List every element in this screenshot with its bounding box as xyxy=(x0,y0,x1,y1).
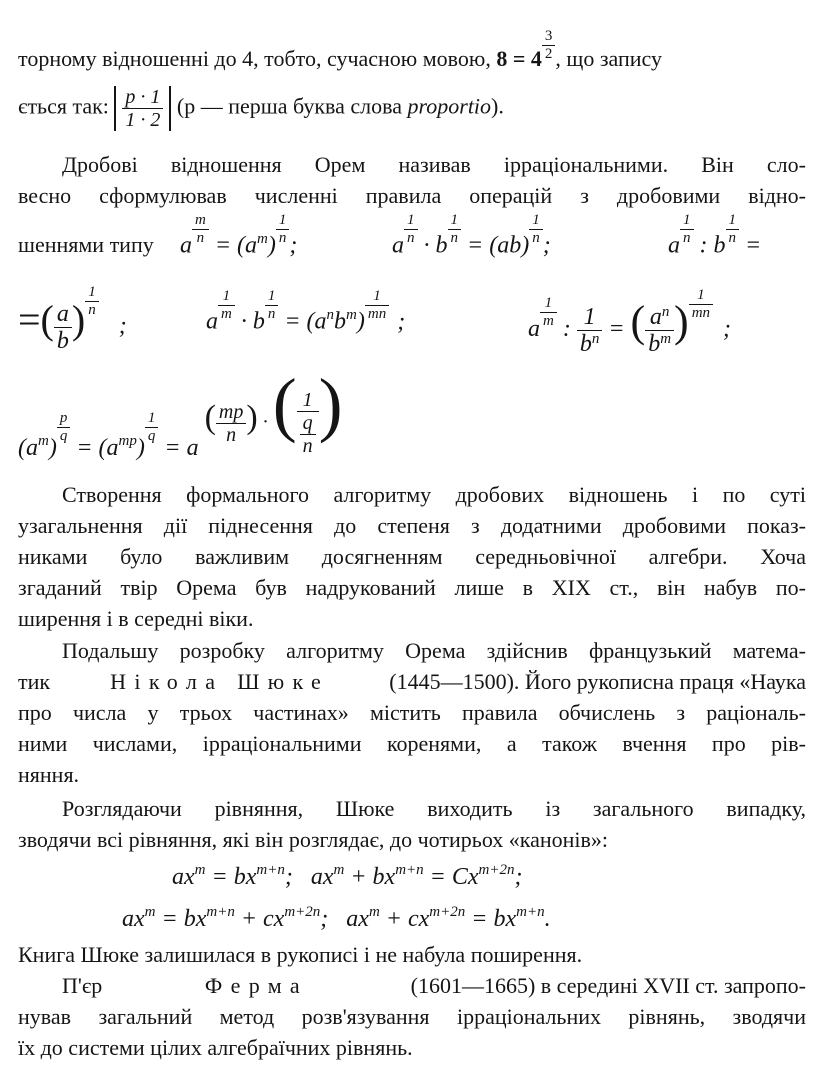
formula-product-rule: a $\frac{1}{n}$ · b $\frac{1}{n}$ = (ab) $\frac{1}{n}$ ; xyxy=(392,212,551,259)
paragraph-line: Подальшу розробку алгоритму Орема здійснив французький матема- xyxy=(62,638,806,663)
formula-mixed-product: a $\frac{1}{m}$ · b $\frac{1}{n}$ = $(a^nb^m)$ $\frac{1}{mn}$ ; xyxy=(206,288,406,335)
text-run: ється так: xyxy=(18,93,109,119)
paragraph-line: шеннями типу xyxy=(18,232,154,257)
paragraph-line: нував загальний метод розв'язування ірраціональних рівнянь, зводячи xyxy=(18,1004,806,1029)
text-line xyxy=(18,86,504,131)
text-run: тик xyxy=(18,669,51,694)
text-run: (p — перша буква слова xyxy=(176,93,403,119)
text-run: (1601—1665) в середині XVII ст. запропо- xyxy=(410,973,806,998)
fraction-exponent: $\frac{3}{2}$ xyxy=(542,28,556,62)
formula-mixed-quotient: a $\frac{1}{m}$ : $\frac{1}{b^n}$ = ( $\frac{a^n}{b^m}$ ) $\frac{1}{mn}$ ; xyxy=(528,287,732,357)
person-name: Ферма xyxy=(204,973,309,998)
text-run: (1445—1500). Його рукописна праця «Наука xyxy=(389,669,806,694)
formula-power-of-power: $(a^m)$ $\frac{p}{q}$ = $(a^{mp})$ $\frac{1}{q}$ = a ( $\frac{mp}{n}$ ) · ( $\frac{1}{\frac{q}{n}}$ ) xyxy=(18,364,343,461)
italic-word: proportio xyxy=(407,93,492,119)
formula-quotient-rule: a $\frac{1}{n}$ : b $\frac{1}{n}$ = xyxy=(668,212,762,259)
canon-equations-row-2: $ax^m = bx^{m+n} + cx^{m+2n}$; $ax^m + cx^{m+2n} = bx^{m+n}$. xyxy=(122,904,551,932)
paragraph-line: Розглядаючи рівняння, Шюке виходить із загального випадку, xyxy=(62,796,806,821)
paragraph-line: Створення формального алгоритму дробових відношень і по суті xyxy=(62,482,806,507)
compound-exponent: ( $\frac{mp}{n}$ ) · ( $\frac{1}{\frac{q}{n}}$ ) xyxy=(204,364,343,458)
formula-power-rule: a $\frac{m}{n}$ = $(a^m)$ $\frac{1}{n}$ ; xyxy=(180,212,298,259)
text-run: , що запису xyxy=(555,46,663,72)
text-run: торному відношенні до 4, тобто, сучасною мовою, xyxy=(18,46,491,72)
equation: 8 = 4 xyxy=(496,46,542,72)
paragraph-line: їх до системи цілих алгебраїчних рівнянь. xyxy=(18,1035,413,1060)
text-line xyxy=(18,28,663,78)
paragraph-line: зводячи всі рівняння, які він розглядає, до чотирьох «канонів»: xyxy=(18,827,609,852)
paragraph-line: ними числами, ірраціональними коренями, а також вчення про рів- xyxy=(18,731,806,756)
canon-equations-row-1: $ax^m = bx^{m+n}$; $ax^m + bx^{m+n} = Cx^{m+2n}$; xyxy=(172,862,523,890)
boxed-fraction: $\frac{p \cdot 1}{1 \cdot 2}$ xyxy=(114,86,171,131)
paragraph-line xyxy=(18,669,806,695)
paragraph-line: никами було важливим досягненням середньовічної алгебри. Хоча xyxy=(18,544,806,569)
paragraph-line: Дробові відношення Орем називав ірраціональними. Він сло- xyxy=(62,152,806,177)
paragraph-line: про числа у трьох частинах» містить правила обчислень з раціональ- xyxy=(18,700,806,725)
text-run: П'єр xyxy=(62,973,103,998)
paragraph-line: Книга Шюке залишилася в рукописі і не набула поширення. xyxy=(18,942,583,967)
paragraph-line: згаданий твір Орема був надрукований лише в XIX ст., він набув по- xyxy=(18,575,806,600)
paragraph-line: весно сформулював численні правила операцій з дробовими відно- xyxy=(18,183,806,208)
paragraph-line: няння. xyxy=(18,762,80,787)
paragraph-line: ширення і в середні віки. xyxy=(18,606,254,631)
paragraph-line xyxy=(62,973,806,999)
paragraph-line: узагальнення дії піднесення до степеня з додатними дробовими показ- xyxy=(18,513,806,538)
text-run: ). xyxy=(491,93,504,119)
person-name: Нікола Шюке xyxy=(110,669,330,694)
formula-fraction-power: =( $\frac{a}{b}$ ) $\frac{1}{n}$ ; xyxy=(18,284,127,354)
